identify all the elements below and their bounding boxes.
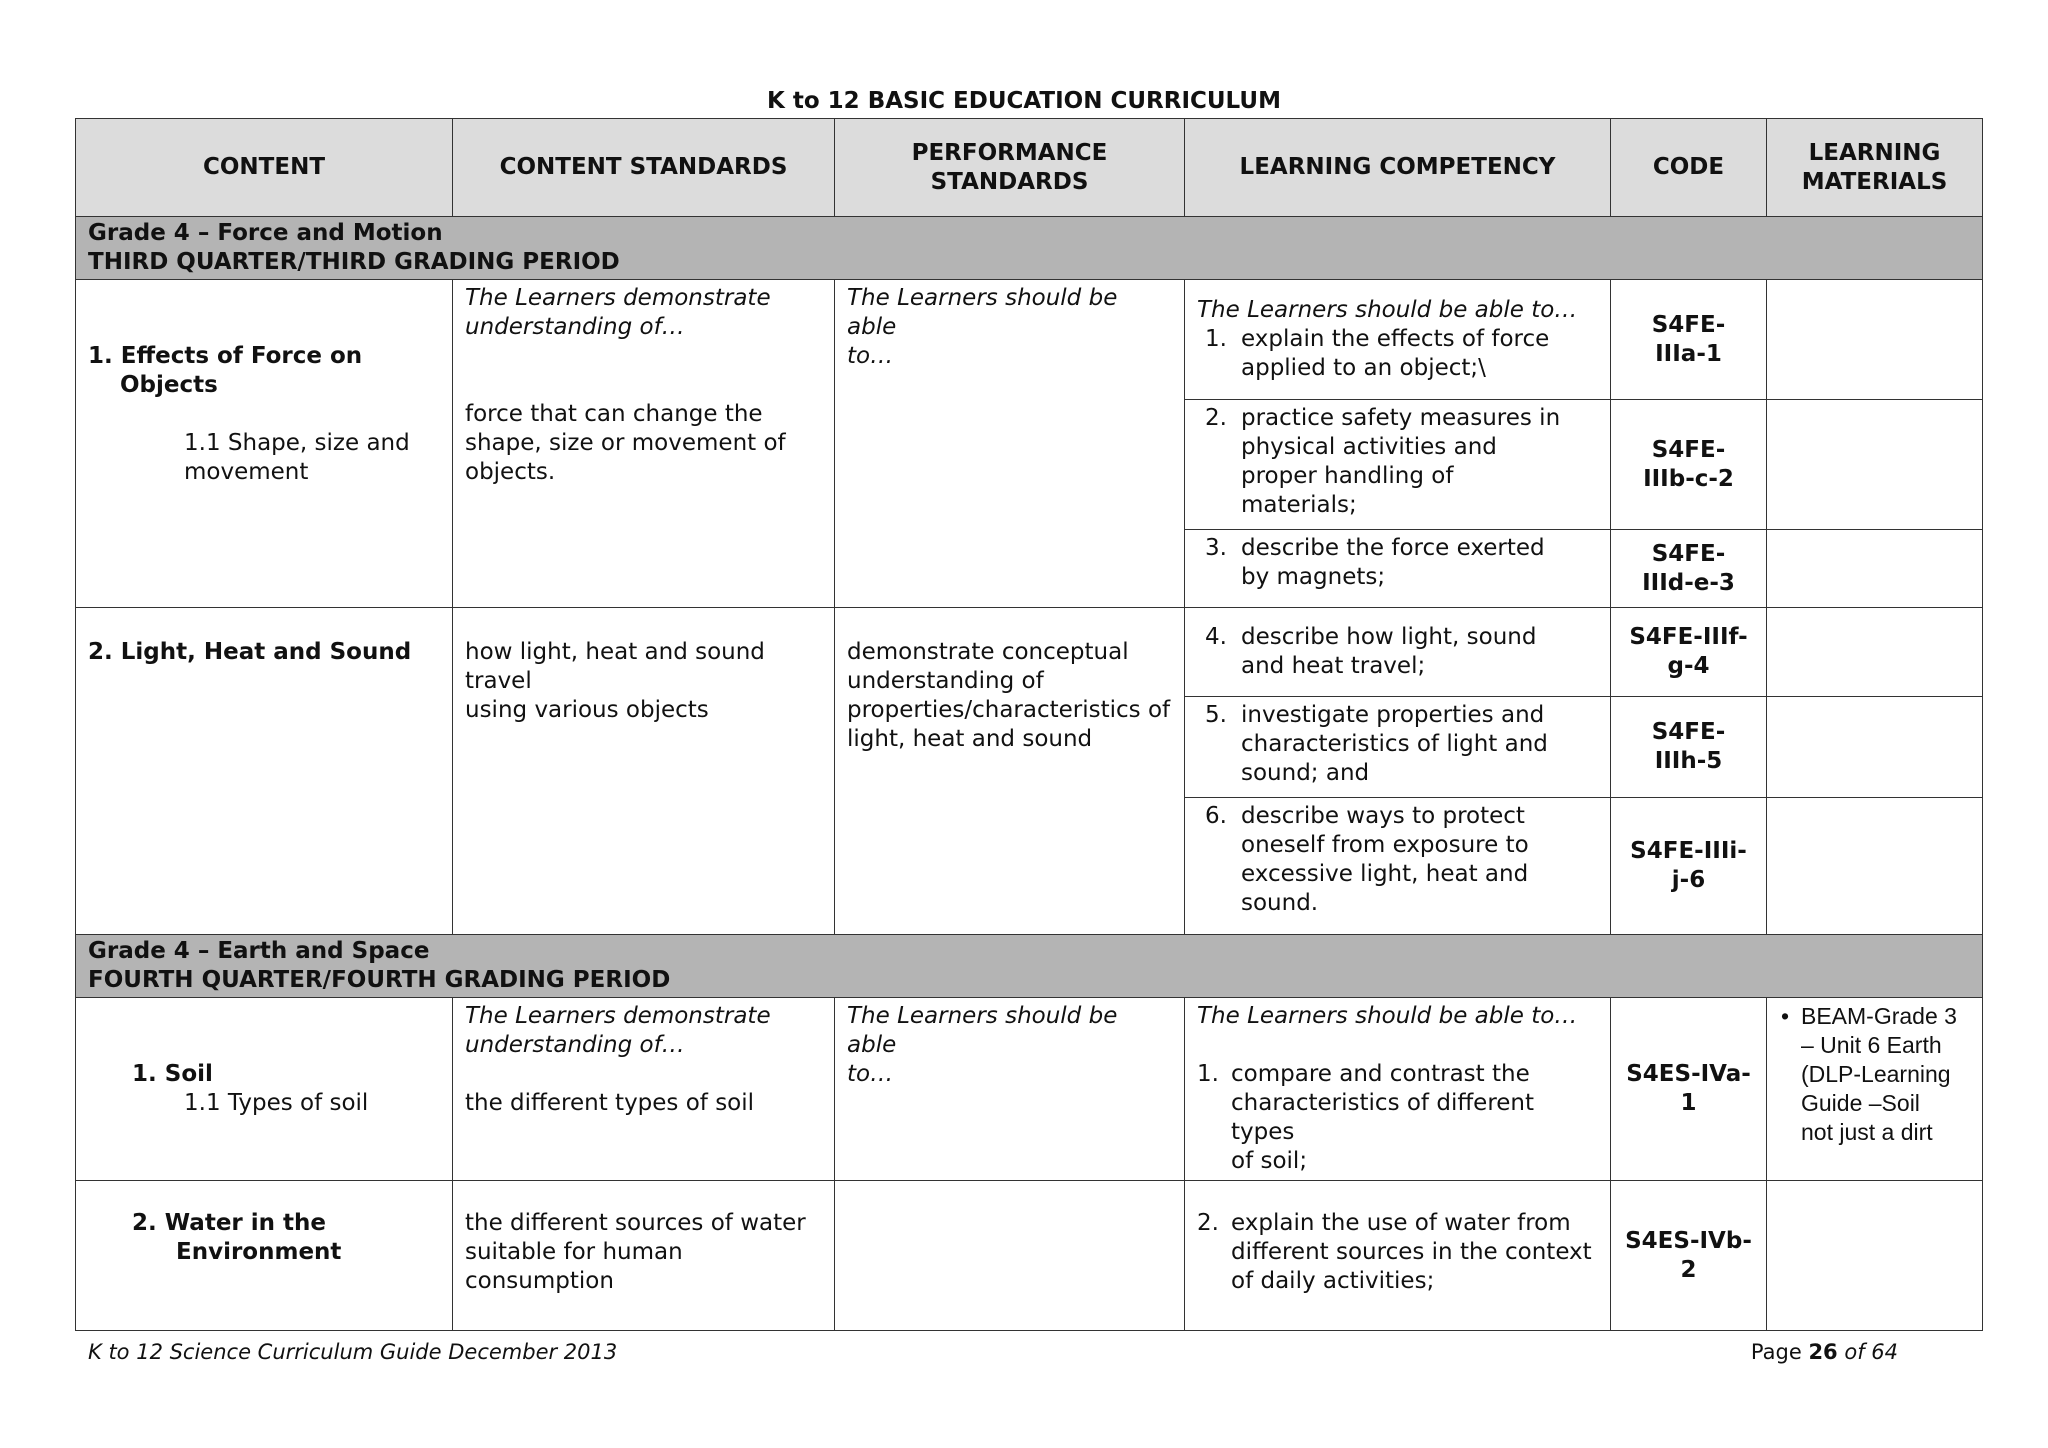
materials-cell: [1767, 280, 1983, 400]
bullet-icon: •: [1781, 1003, 1790, 1029]
competency-cell: [1185, 697, 1611, 798]
code-cell: S4ES-IVa- 1: [1611, 998, 1767, 1181]
header-code: CODE: [1611, 119, 1767, 217]
performance-standards-intro: The Learners should be able to…: [847, 1003, 1118, 1087]
code-cell: S4FE- IIIb-c-2: [1611, 400, 1767, 530]
competency-cell: [1185, 998, 1611, 1181]
competency-cell: [1185, 530, 1611, 608]
content-standards-intro: The Learners demonstrate understanding of…: [465, 285, 771, 340]
code-cell: S4ES-IVb- 2: [1611, 1181, 1767, 1331]
header-row: [76, 119, 1983, 217]
competency-item: 6. describe ways to protect oneself from exposure to excessive light, heat and sound.: [1205, 803, 1529, 916]
competency-cell: [1185, 1181, 1611, 1331]
content-standards-intro: The Learners demonstrate understanding of…: [465, 1003, 771, 1058]
materials-cell: [1767, 530, 1983, 608]
competency-item: 3. describe the force exerted by magnets;: [1205, 535, 1545, 590]
section-band-force-motion: [76, 217, 1983, 280]
code-cell: S4FE- IIIh-5: [1611, 697, 1767, 798]
competency-cell: [1185, 400, 1611, 530]
table-row: [76, 608, 1983, 697]
performance-standards-cell: [835, 280, 1185, 608]
section-quarter-label: THIRD QUARTER/THIRD GRADING PERIOD: [88, 249, 620, 275]
content-cell: [76, 998, 453, 1181]
table-row: [76, 998, 1983, 1181]
table-row: [76, 1181, 1983, 1331]
competency-item: 5. investigate properties and characteristics of light and sound; and: [1205, 702, 1548, 786]
section-band-earth-space: [76, 935, 1983, 998]
header-learning-materials: LEARNING MATERIALS: [1767, 119, 1983, 217]
materials-list-item: • BEAM-Grade 3 – Unit 6 Earth (DLP-Learning Guide –Soil not just a dirt: [1781, 1003, 1957, 1145]
content-standards-text: force that can change the shape, size or movement of objects.: [465, 401, 786, 485]
materials-cell: [1767, 798, 1983, 935]
code-cell: S4FE- IIIa-1: [1611, 280, 1767, 400]
code-cell: S4FE-IIIi- j-6: [1611, 798, 1767, 935]
competency-cell: [1185, 608, 1611, 697]
performance-standards-cell: [835, 1181, 1185, 1331]
competency-item: 1. compare and contrast the characteristics of different types of soil;: [1197, 1061, 1535, 1174]
competency-cell: [1185, 798, 1611, 935]
competency-item: 2. practice safety measures in physical activities and proper handling of materials;: [1205, 405, 1561, 518]
section-quarter-label: FOURTH QUARTER/FOURTH GRADING PERIOD: [88, 967, 671, 993]
document-title: K to 12 BASIC EDUCATION CURRICULUM: [767, 88, 1281, 114]
content-title: 1. Soil: [132, 1061, 213, 1087]
content-standards-cell: [453, 280, 835, 608]
materials-cell: [1767, 998, 1983, 1181]
section-grade-label: Grade 4 – Force and Motion: [88, 220, 443, 246]
competency-item: 4. describe how light, sound and heat travel;: [1205, 624, 1537, 679]
code-cell: S4FE- IIId-e-3: [1611, 530, 1767, 608]
content-cell: [76, 1181, 453, 1331]
competency-intro: The Learners should be able to…: [1197, 297, 1578, 323]
content-standards-cell: [453, 998, 835, 1181]
materials-cell: [1767, 1181, 1983, 1331]
content-title: 2. Water in the Environment: [132, 1210, 342, 1265]
content-standards-cell: how light, heat and sound travel using various objects: [453, 608, 835, 935]
content-cell: [76, 280, 453, 608]
table-row: [76, 280, 1983, 400]
competency-item: 2. explain the use of water from different sources in the context of daily activities;: [1197, 1210, 1592, 1294]
materials-cell: [1767, 608, 1983, 697]
content-subtopic: 1.1 Types of soil: [184, 1090, 369, 1116]
materials-cell: [1767, 697, 1983, 798]
header-content-standards: CONTENT STANDARDS: [453, 119, 835, 217]
materials-cell: [1767, 400, 1983, 530]
competency-item: 1. explain the effects of force applied to an object;\: [1205, 326, 1550, 381]
competency-cell: [1185, 280, 1611, 400]
section-grade-label: Grade 4 – Earth and Space: [88, 938, 430, 964]
code-cell: S4FE-IIIf- g-4: [1611, 608, 1767, 697]
header-content: CONTENT: [76, 119, 453, 217]
performance-standards-cell: demonstrate conceptual understanding of properties/characteristics of light, heat and sound: [835, 608, 1185, 935]
content-title: 2. Light, Heat and Sound: [76, 608, 453, 935]
header-learning-competency: LEARNING COMPETENCY: [1185, 119, 1611, 217]
content-subtopic: 1.1 Shape, size and movement: [184, 430, 410, 485]
header-performance-standards: PERFORMANCE STANDARDS: [835, 119, 1185, 217]
content-standards-cell: the different sources of water suitable for human consumption: [453, 1181, 835, 1331]
footer-guide-title: K to 12 Science Curriculum Guide December 2013: [88, 1340, 618, 1364]
footer-page-number: Page 26 of 64: [1750, 1340, 1898, 1364]
performance-standards-intro: The Learners should be able to…: [847, 285, 1118, 369]
competency-intro: The Learners should be able to…: [1197, 1003, 1578, 1029]
content-standards-text: the different types of soil: [465, 1090, 755, 1116]
content-title: 1. Effects of Force on Objects: [88, 343, 363, 398]
curriculum-table: [75, 118, 1983, 1331]
performance-standards-cell: [835, 998, 1185, 1181]
